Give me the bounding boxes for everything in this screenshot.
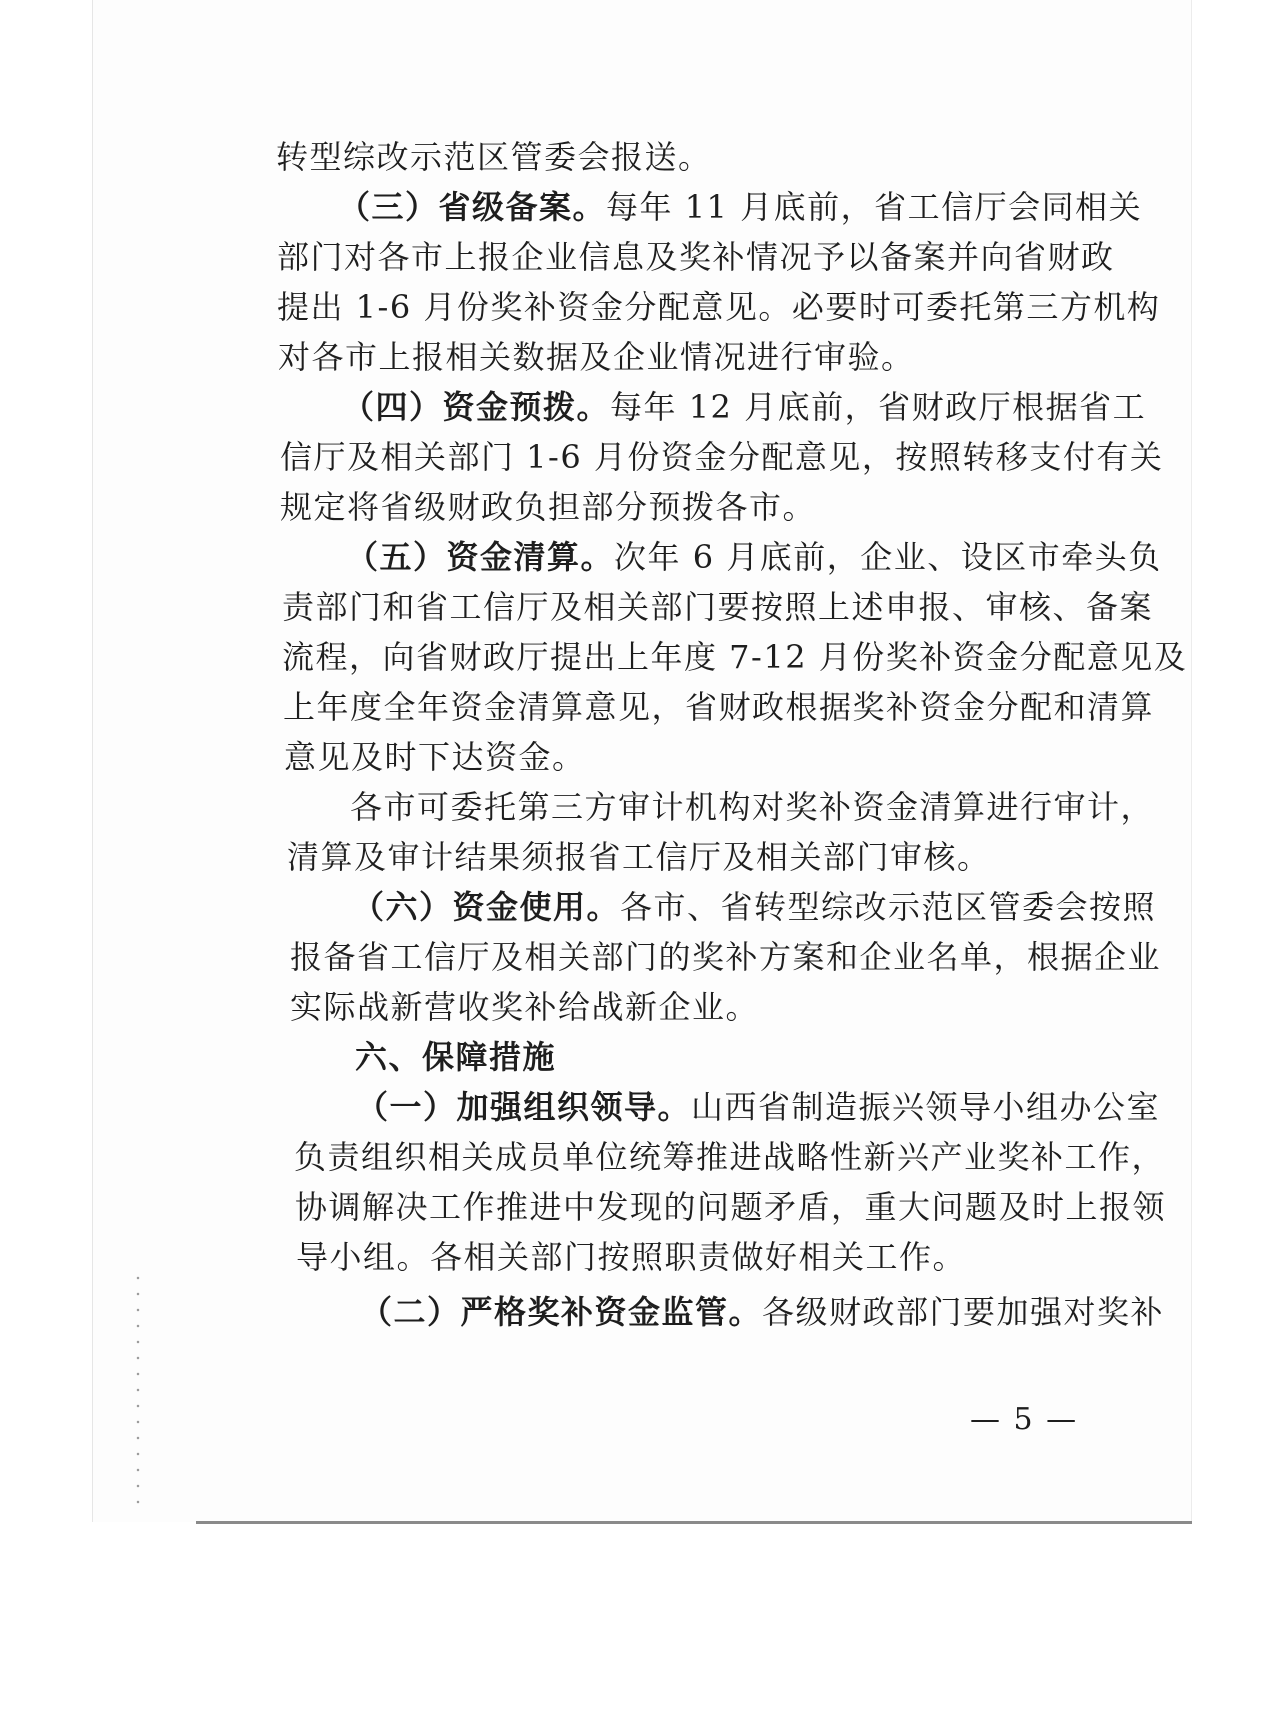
text-line: 实际战新营收奖补给战新企业。 [290,988,760,1026]
text-line: 对各市上报相关数据及企业情况进行审验。 [278,338,915,376]
page-bottom-rule [196,1521,1192,1524]
section-heading-line: （六）资金使用。各市、省转型综改示范区管委会按照 [352,888,1157,926]
text-line: 导小组。各相关部门按照职责做好相关工作。 [296,1238,967,1276]
text-line: 信厅及相关部门 1-6 月份资金分配意见，按照转移支付有关 [280,438,1164,476]
section-heading-line: （三）省级备案。每年 11 月底前，省工信厅会同相关 [338,188,1143,226]
text-line: 清算及审计结果须报省工信厅及相关部门审核。 [287,838,991,876]
text-line: 报备省工信厅及相关部门的奖补方案和企业名单，根据企业 [290,938,1162,976]
text-line: 上年度全年资金清算意见，省财政根据奖补资金分配和清算 [283,688,1155,726]
text-line: 负责组织相关成员单位统筹推进战略性新兴产业奖补工作， [294,1138,1166,1176]
text-line: 流程，向省财政厅提出上年度 7-12 月份奖补资金分配意见及 [282,638,1188,676]
text-line: 协调解决工作推进中发现的问题矛盾，重大问题及时上报领 [295,1188,1167,1226]
text-line: 各市可委托第三方审计机构对奖补资金清算进行审计， [350,788,1155,826]
text-line: 部门对各市上报企业信息及奖补情况予以备案并向省财政 [277,238,1115,276]
text-line: 提出 1-6 月份奖补资金分配意见。必要时可委托第三方机构 [277,288,1161,326]
section-heading-line: （二）严格奖补资金监管。各级财政部门要加强对奖补 [360,1293,1165,1331]
scan-specks [136,1270,140,1510]
section-heading-line: （四）资金预拨。每年 12 月底前，省财政厅根据省工 [342,388,1147,426]
text-line: 转型综改示范区管委会报送。 [276,138,712,176]
section-heading-line: （一）加强组织领导。山西省制造振兴领导小组办公室 [356,1088,1161,1126]
chapter-heading-line: 六、保障措施 [355,1038,557,1076]
text-line: 规定将省级财政负担部分预拨各市。 [280,488,817,526]
section-heading-line: （五）资金清算。次年 6 月底前，企业、设区市牵头负 [346,538,1162,576]
page-number: — 5 — [970,1402,1079,1437]
text-line: 责部门和省工信厅及相关部门要按照上述申报、审核、备案 [282,588,1154,626]
text-line: 意见及时下达资金。 [284,738,586,776]
